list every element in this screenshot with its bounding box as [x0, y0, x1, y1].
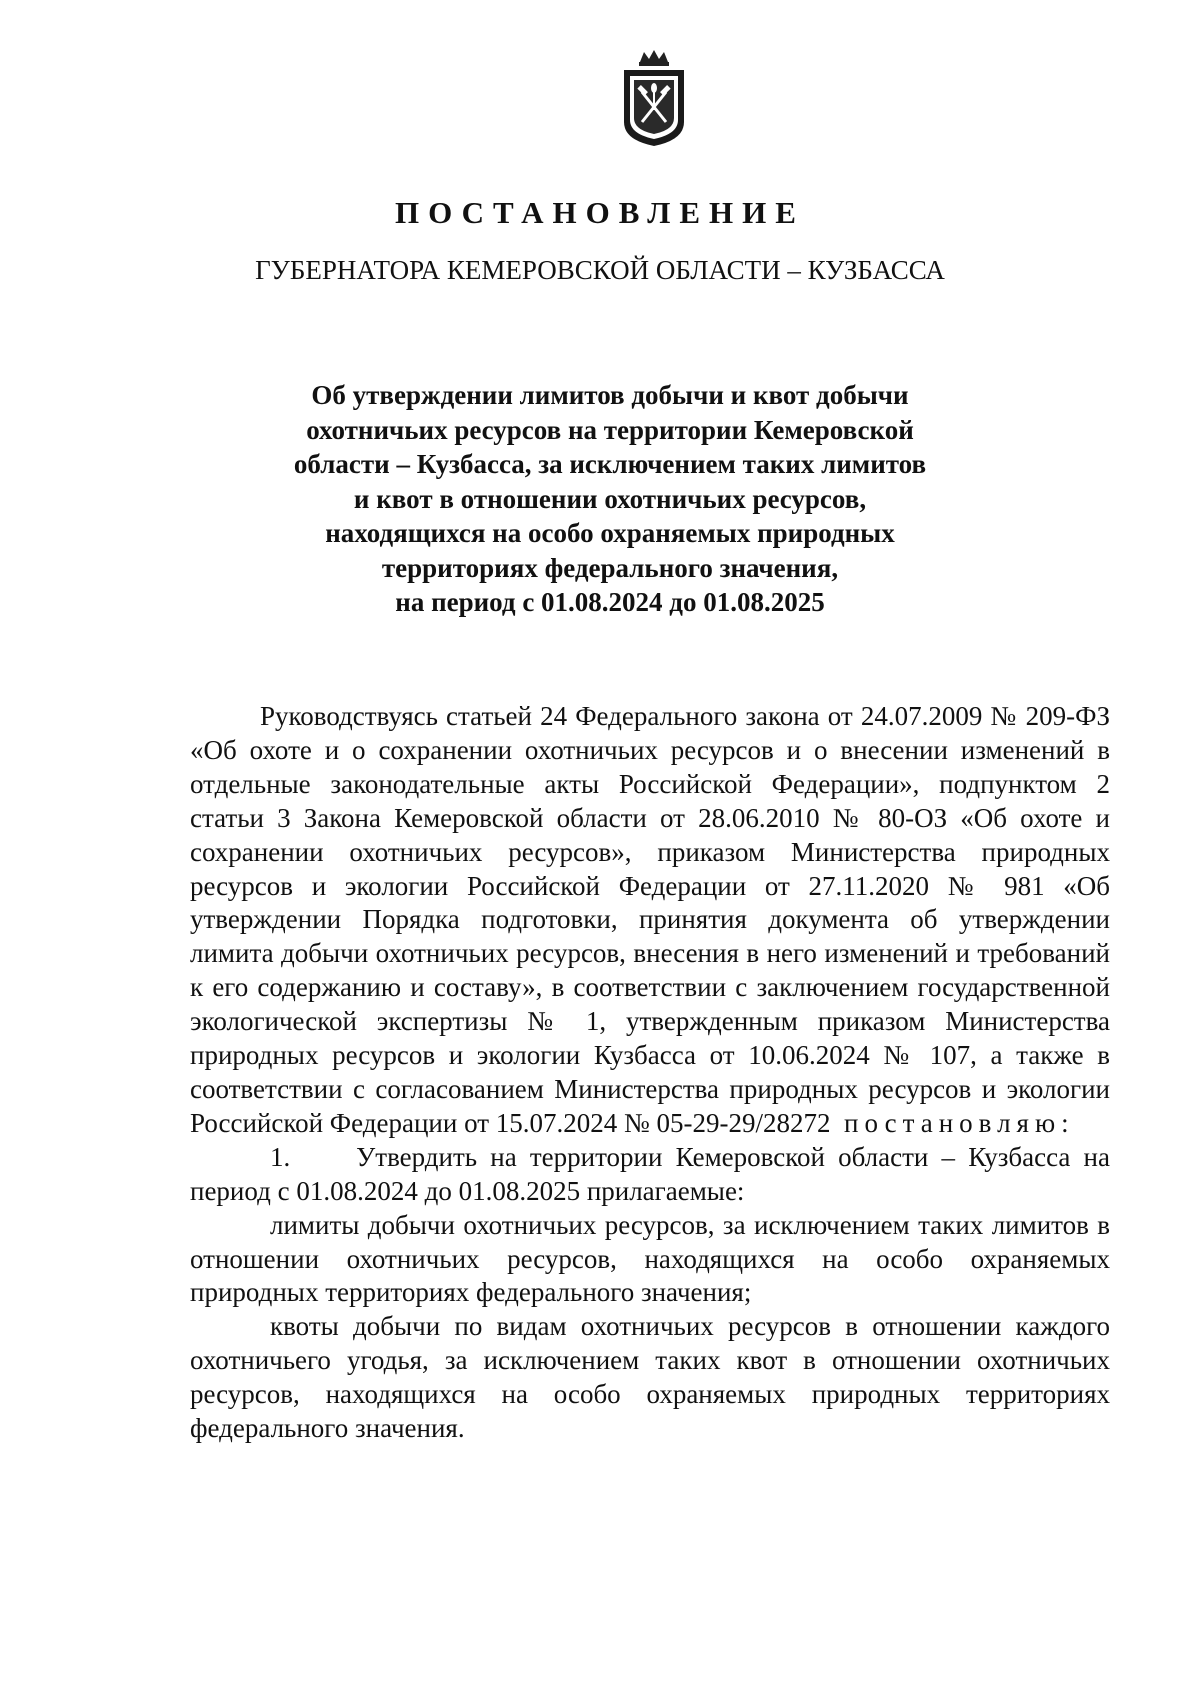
title-line: области – Кузбасса, за исключением таких лимитов	[293, 449, 927, 479]
document-title	[250, 378, 970, 620]
title-line: на период с 01.08.2024 до 01.08.2025	[395, 587, 825, 617]
preamble-text: Руководствуясь статьей 24 Федерального закона от 24.07.2009 № 209-ФЗ «Об охоте и о сохранении охотничьих ресурсов и о внесении изменений в отдельные законодательные акты Российской Федерации», подпунктом 2 статьи 3 Закона Кемеровской области от 28.06.2010 № 80-ОЗ «Об охоте и сохранении охотничьих ресурсов», приказом Министерства природных ресурсов и экологии Российской Федерации от 27.11.2020 № 981 «Об утверждении Порядка подготовки, принятия документа об утверждении лимита добычи охотничьих ресурсов, внесения в него изменений и требований к его содержанию и составу», в соответствии с заключением государственной экологической экспертизы № 1, утвержденным приказом Министерства природных ресурсов и экологии Кузбасса от 10.06.2024 № 107, а также в соответствии с согласованием Министерства природных ресурсов и экологии Российской Федерации от 15.07.2024 № 05-29-29/28272	[190, 701, 1110, 1138]
item-1-paragraph	[190, 1141, 1110, 1209]
decree-word: постановляю:	[844, 1107, 1075, 1138]
subitem-quotas: квоты добычи по видам охотничьих ресурсов в отношении каждого охотничьего угодья, за исключением таких квот в отношении охотничьих ресурсов, находящихся на особо охраняемых природных территориях федерального значения.	[190, 1311, 1110, 1444]
issuer-heading: ГУБЕРНАТОРА КЕМЕРОВСКОЙ ОБЛАСТИ – КУЗБАССА	[255, 255, 945, 285]
item-number: 1.	[270, 1141, 291, 1172]
subitem-limits: лимиты добычи охотничьих ресурсов, за исключением таких лимитов в отношении охотничьих ресурсов, находящихся на особо охраняемых природных территориях федерального значения;	[190, 1209, 1110, 1308]
title-line: Об утверждении лимитов добычи и квот добычи	[311, 380, 909, 410]
document-type-heading: ПОСТАНОВЛЕНИЕ	[395, 195, 805, 230]
kuzbass-coat-of-arms-icon	[618, 48, 690, 148]
title-line: охотничьих ресурсов на территории Кемеровской	[306, 414, 914, 445]
title-line: территориях федерального значения,	[381, 552, 839, 583]
preamble-paragraph	[190, 700, 1110, 1141]
title-line: находящихся на особо охраняемых природных	[325, 518, 895, 548]
item-text: Утвердить на территории Кемеровской области – Кузбасса на период с 01.08.2024 до 01.08.2025 прилагаемые:	[190, 1141, 1110, 1206]
title-line: и квот в отношении охотничьих ресурсов,	[353, 483, 867, 514]
document-body	[190, 700, 1110, 1446]
